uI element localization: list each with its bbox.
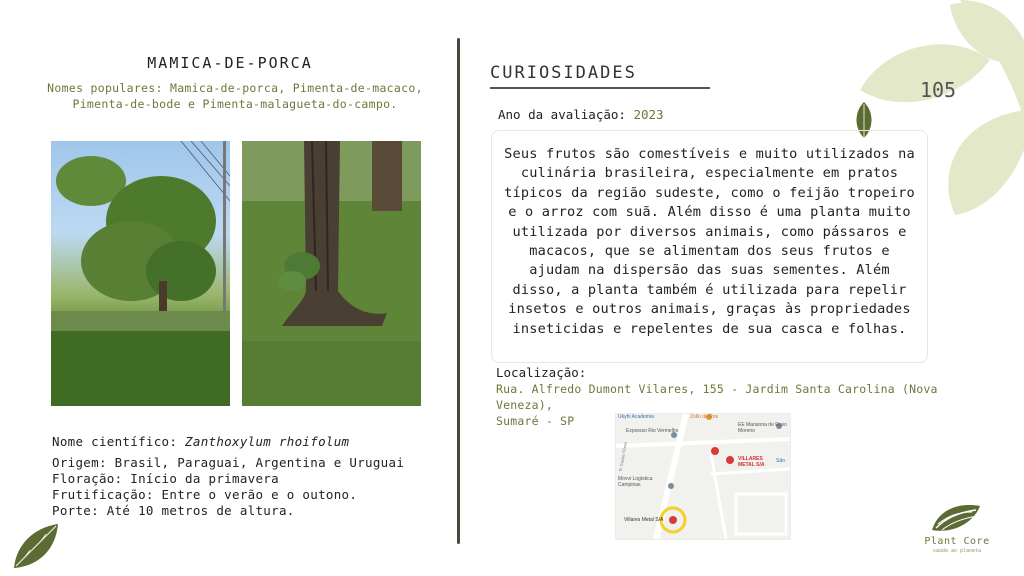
evaluation-year: [498, 107, 664, 122]
location-map[interactable]: [615, 413, 791, 540]
map-label-street: R. Cactos Flores: [617, 441, 628, 472]
location-label: Localização:: [496, 365, 587, 380]
curiosities-title: CURIOSIDADES: [490, 63, 637, 83]
scientific-name: [52, 434, 349, 449]
map-label-sao: São: [776, 458, 785, 464]
logo-tagline: saúde ao planeta: [932, 548, 982, 554]
scientific-name-label: Nome científico:: [52, 434, 186, 449]
map-label-academia: Ukyhi Academia: [618, 414, 654, 420]
origin: Origem: Brasil, Paraguai, Argentina e Uruguai: [52, 455, 405, 470]
vertical-divider: [457, 38, 460, 544]
map-label-villares: VILLARES METAL S/A: [738, 456, 765, 468]
curiosities-underline: [490, 87, 710, 89]
map-label-villares-bottom: Villares Metal S/A: [624, 517, 664, 523]
trunk-photo: [242, 141, 421, 406]
year-label: Ano da avaliação:: [498, 107, 634, 122]
curiosities-text: Seus frutos são comestíveis e muito utilizados na culinária brasileira, especialmente em pratos típicos da região sudeste, como o feijão tropeiro e o arroz com suã. Além disso é uma planta muito utilizada por diversos animais, como pássaros e macacos, que se alimentam dos seus frutos e ajudam na dispersão das suas sementes. Além disso, a planta também é utilizada para repelir insetos e outros animais, graças às propriedades inseticidas e repelentes de sua casca e folhas.: [491, 130, 928, 363]
plant-core-logo-icon: [928, 500, 984, 536]
scientific-name-value: Zanthoxylum rhoifolum: [185, 434, 350, 449]
map-label-marianna: EE Marianna de Ruvo Moreno: [738, 422, 787, 434]
map-label-zollo: Zollo de Ros: [690, 414, 719, 420]
page-number: 105: [919, 78, 957, 102]
year-value: 2023: [633, 107, 664, 122]
popular-names-line1: Nomes populares: Mamica-de-porca, Pimenta-de-macaco,: [47, 81, 423, 95]
map-label-movvi: Movvi Logística Campinas: [618, 476, 653, 488]
flowering: Floração: Início da primavera: [52, 471, 279, 486]
tree-photo: [51, 141, 230, 406]
map-label-expresso: Expresso Rio Vermelho: [626, 428, 679, 434]
popular-names: [30, 80, 440, 112]
popular-names-line2: Pimenta-de-bode e Pimenta-malagueta-do-campo.: [72, 97, 398, 111]
decorative-leaf-bottom-left: [10, 520, 62, 572]
plant-size: Porte: Até 10 metros de altura.: [52, 503, 295, 518]
location-line2: Sumaré - SP: [496, 414, 575, 428]
fruiting: Frutificação: Entre o verão e o outono.: [52, 487, 358, 502]
plant-name: MAMICA-DE-PORCA: [147, 54, 313, 72]
logo-name: Plant Core: [924, 536, 990, 547]
location-line1: Rua. Alfredo Dumont Vilares, 155 - Jardim Santa Carolina (Nova Veneza),: [496, 382, 938, 412]
